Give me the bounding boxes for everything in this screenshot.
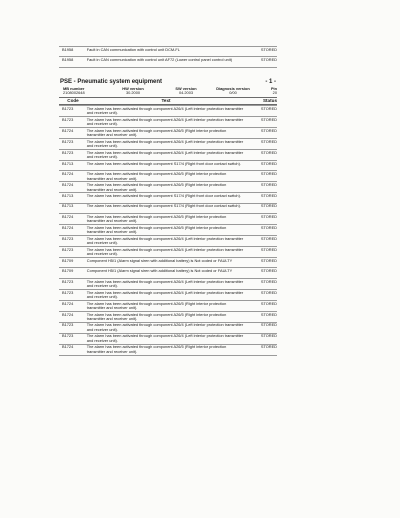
- table-row: [59, 46, 277, 56]
- table-row: [59, 278, 277, 289]
- fault-text: The alarm has been activated through component A26/5 (Right interior protection transmitter and receiver unit).: [86, 344, 227, 355]
- diagnosis-version-value: 0/00: [229, 90, 237, 96]
- fault-status: STORED: [260, 149, 277, 155]
- fault-status: STORED: [260, 171, 277, 177]
- fault-code: B1724: [62, 213, 74, 219]
- fault-text: The alarm has been activated through component S17/4 (Right front door contact switch).: [86, 160, 241, 166]
- fault-text: The alarm has been activated through component A26/4 (Left interior protection transmitter and receiver unit).: [86, 333, 244, 344]
- table-row: [59, 257, 277, 267]
- fault-code: B1723: [62, 246, 74, 252]
- fault-status: STORED: [260, 203, 277, 209]
- fault-text: The alarm has been activated through component A26/4 (Left interior protection transmitter and receiver unit).: [86, 105, 244, 116]
- fault-code: B1724: [62, 311, 74, 317]
- fault-code: B1723: [62, 105, 74, 111]
- fault-code: B1724: [62, 127, 74, 133]
- sw-version-label: SW version: [175, 85, 197, 91]
- fault-text: The alarm has been activated through component A26/5 (Right interior protection transmitter and receiver unit).: [86, 300, 227, 311]
- fault-code: B1723: [62, 289, 74, 295]
- fault-status: STORED: [260, 333, 277, 339]
- fault-status: STORED: [260, 127, 277, 133]
- fault-text: Fault in CAN communication with control unit AF72 (Lower control panel control unit): [86, 57, 233, 63]
- fault-text: The alarm has been activated through component A26/4 (Left interior protection transmitter and receiver unit).: [86, 322, 244, 333]
- fault-code: B1958: [62, 57, 74, 63]
- table-row: [59, 311, 277, 322]
- fault-status: STORED: [260, 344, 277, 350]
- fault-status: STORED: [260, 257, 277, 263]
- page-number: - 1 -: [265, 78, 276, 85]
- table-row: [59, 181, 277, 192]
- text-column-header: Text: [161, 97, 171, 103]
- fault-code: B1723: [62, 235, 74, 241]
- section-title: PSE - Pneumatic system equipment: [60, 78, 163, 85]
- table-row: [59, 192, 277, 202]
- diagnosis-report: [59, 46, 277, 356]
- fault-status: STORED: [260, 268, 277, 274]
- fault-text: The alarm has been activated through component A26/4 (Left interior protection transmitter and receiver unit).: [86, 138, 244, 149]
- fault-code: B1713: [62, 160, 74, 166]
- fault-code: B1724: [62, 344, 74, 350]
- fault-code: B1709: [62, 268, 74, 274]
- hw-version-value: 30.2000: [125, 90, 141, 96]
- table-row: [59, 344, 277, 356]
- table-row: [59, 333, 277, 344]
- mb-number-value: 2108002648: [63, 90, 85, 96]
- table-row: [59, 170, 277, 181]
- table-row: [59, 300, 277, 311]
- fault-code: B1723: [62, 322, 74, 328]
- fault-status: STORED: [260, 300, 277, 306]
- fault-text: The alarm has been activated through component A26/5 (Right interior protection transmitter and receiver unit).: [86, 171, 227, 181]
- fault-text: The alarm has been activated through component A26/5 (Right interior protection transmitter and receiver unit).: [86, 127, 227, 138]
- diagnosis-version-label: Diagnosis version: [216, 85, 250, 91]
- top-fault-table: [59, 46, 277, 68]
- fault-code: B1723: [62, 116, 74, 122]
- fault-text: Component H5/1 (Alarm signal siren with additional battery) is Not coded or FAULTY: [86, 257, 233, 263]
- fault-text: The alarm has been activated through component A26/4 (Left interior protection transmitter and receiver unit).: [86, 246, 244, 257]
- table-row: [59, 224, 277, 235]
- table-row: [59, 105, 277, 116]
- hw-version-label: HW version: [122, 85, 144, 91]
- fault-table-header: [59, 97, 277, 105]
- fault-text: The alarm has been activated through component S17/4 (Right front door contact switch).: [86, 193, 241, 199]
- fault-status: STORED: [260, 105, 277, 111]
- fault-text: The alarm has been activated through component A26/4 (Left interior protection transmitter and receiver unit).: [86, 149, 244, 160]
- fault-status: STORED: [260, 235, 277, 241]
- table-row: [59, 235, 277, 246]
- fault-status: STORED: [260, 224, 277, 230]
- fault-text: The alarm has been activated through component A26/4 (Left interior protection transmitter and receiver unit).: [86, 289, 244, 300]
- fault-status: STORED: [260, 193, 277, 199]
- fault-code: B1709: [62, 257, 74, 263]
- table-row: [59, 267, 277, 277]
- fault-status: STORED: [260, 160, 277, 166]
- fault-text: The alarm has been activated through component A26/5 (Right interior protection transmitter and receiver unit).: [86, 182, 227, 192]
- mb-number-label: MB number: [63, 85, 85, 91]
- fault-code: B1723: [62, 278, 74, 284]
- fault-code: B1713: [62, 193, 74, 199]
- fault-code: B1724: [62, 300, 74, 306]
- fault-status: STORED: [260, 182, 277, 188]
- fault-text: The alarm has been activated through component A26/5 (Right interior protection transmitter and receiver unit).: [86, 213, 227, 224]
- fault-status: STORED: [260, 322, 277, 328]
- sw-version-value: 04.2003: [178, 90, 194, 96]
- table-row: [59, 322, 277, 333]
- fault-code: B1713: [62, 203, 74, 209]
- fault-status: STORED: [260, 57, 277, 63]
- table-row: [59, 213, 277, 224]
- fault-code: B1958: [62, 46, 74, 52]
- pin-value: 20: [272, 90, 277, 96]
- unit-info-values: [59, 91, 277, 96]
- fault-code: B1724: [62, 182, 74, 188]
- fault-status: STORED: [260, 116, 277, 122]
- fault-code: B1723: [62, 138, 74, 144]
- fault-status: STORED: [260, 311, 277, 317]
- fault-text: The alarm has been activated through component S17/4 (Right front door contact switch).: [86, 203, 241, 209]
- code-column-header: Code: [67, 97, 79, 103]
- fault-text: The alarm has been activated through component A26/4 (Left interior protection transmitter and receiver unit).: [86, 278, 244, 289]
- table-row: [59, 149, 277, 160]
- fault-status: STORED: [260, 278, 277, 284]
- fault-code: B1724: [62, 224, 74, 230]
- table-row: [59, 160, 277, 170]
- fault-code: B1723: [62, 149, 74, 155]
- fault-text: The alarm has been activated through component A26/4 (Left interior protection transmitter and receiver unit).: [86, 235, 244, 246]
- fault-table-body: [59, 105, 277, 356]
- table-row: [59, 127, 277, 138]
- section-header: [59, 79, 277, 86]
- fault-text: Fault in CAN communication with control unit DCM-FL: [86, 46, 180, 52]
- fault-status: STORED: [260, 289, 277, 295]
- fault-text: The alarm has been activated through component A26/5 (Right interior protection transmitter and receiver unit).: [86, 311, 227, 322]
- fault-text: Component H5/1 (Alarm signal siren with additional battery) is Not coded or FAULTY: [86, 268, 233, 274]
- fault-code: B1724: [62, 171, 74, 177]
- table-row: [59, 116, 277, 127]
- table-row: [59, 138, 277, 149]
- fault-text: The alarm has been activated through component A26/5 (Right interior protection transmitter and receiver unit).: [86, 224, 227, 235]
- table-row: [59, 203, 277, 213]
- table-row: [59, 289, 277, 300]
- fault-status: STORED: [260, 246, 277, 252]
- pin-label: Pin: [270, 85, 277, 91]
- fault-status: STORED: [260, 213, 277, 219]
- status-column-header: Status: [262, 97, 277, 103]
- table-row: [59, 246, 277, 257]
- table-row: [59, 56, 277, 67]
- fault-text: The alarm has been activated through component A26/4 (Left interior protection transmitter and receiver unit).: [86, 116, 244, 127]
- fault-code: B1723: [62, 333, 74, 339]
- fault-status: STORED: [260, 138, 277, 144]
- fault-status: STORED: [260, 46, 277, 52]
